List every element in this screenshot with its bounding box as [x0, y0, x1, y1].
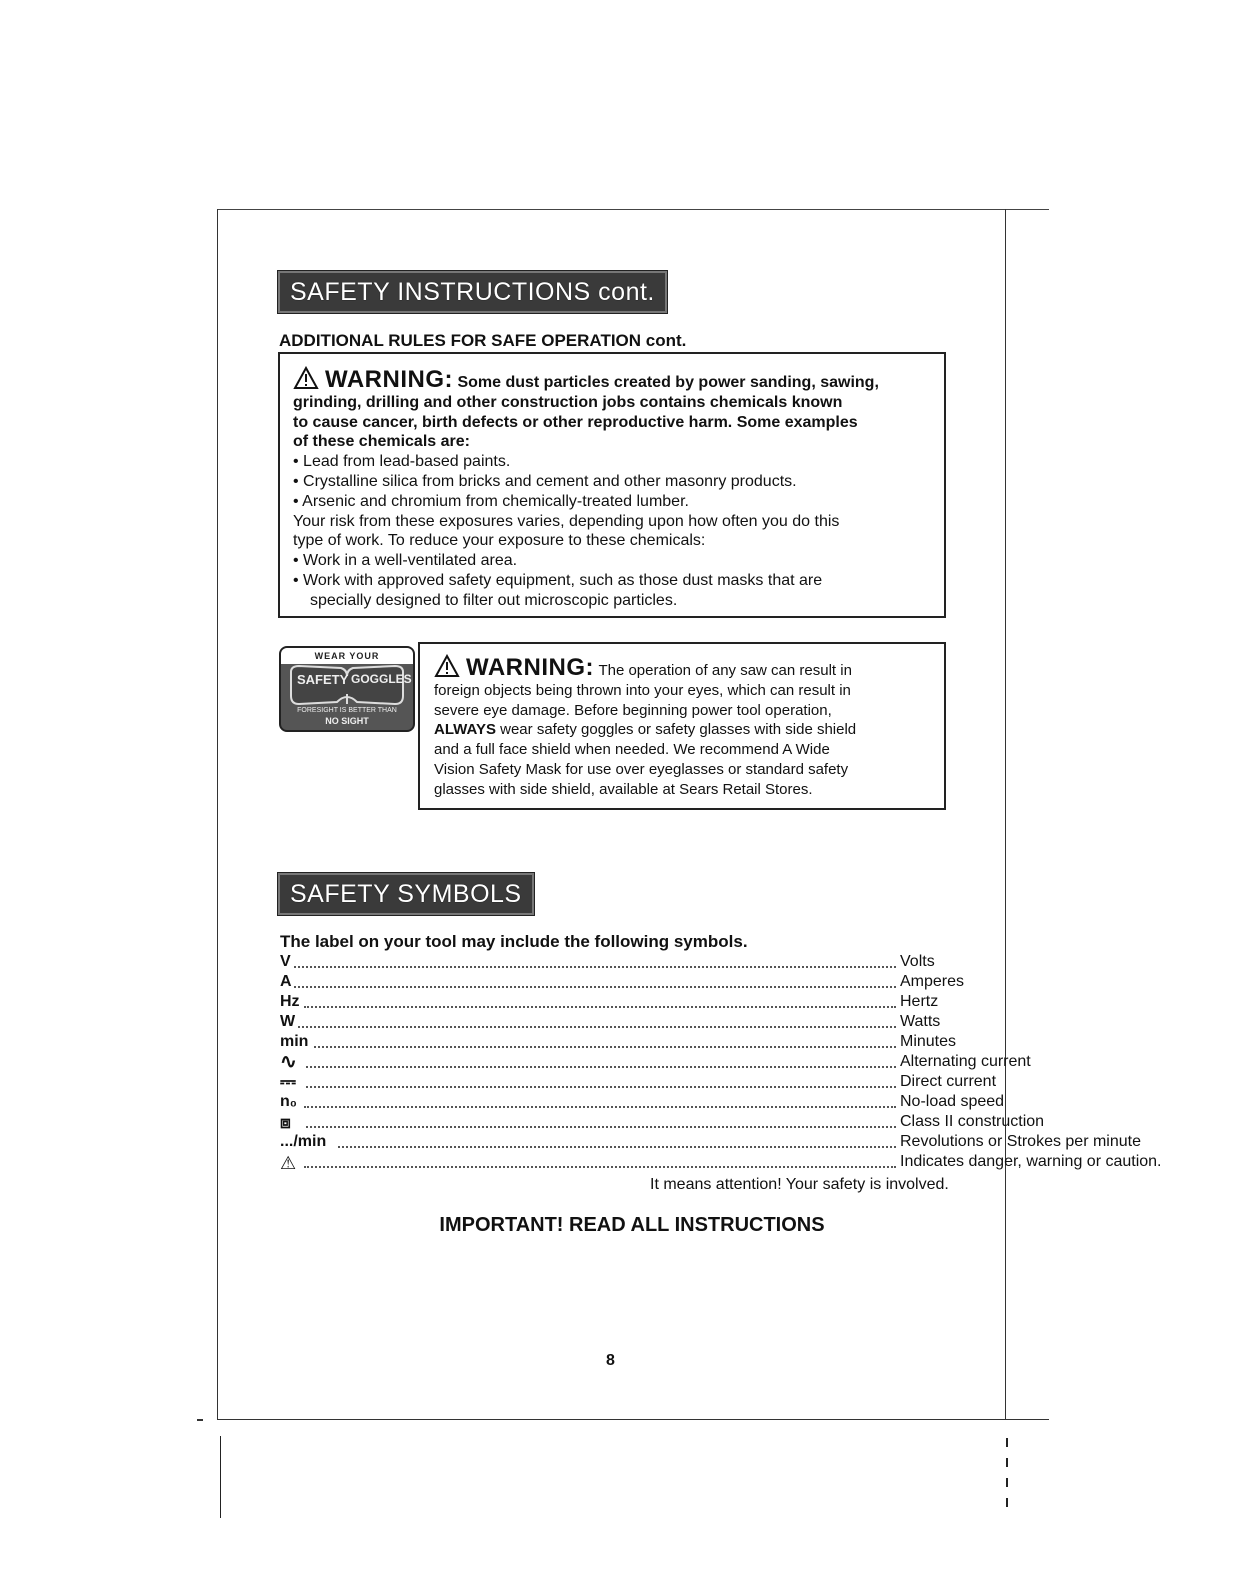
warning-text-line: severe eye damage. Before beginning power tool operation, — [434, 701, 832, 719]
per-minute-icon: .../min — [280, 1133, 327, 1150]
page-number: 8 — [606, 1352, 615, 1369]
symbol-meaning: Revolutions or Strokes per minute — [900, 1133, 1141, 1150]
symbol-row — [280, 1153, 1162, 1173]
leader-dots — [294, 966, 896, 968]
symbol-row — [280, 993, 940, 1013]
warning-heading-row — [293, 366, 932, 393]
alternating-current-icon: ∿ — [280, 1051, 297, 1073]
important-notice: IMPORTANT! READ ALL INSTRUCTIONS — [439, 1214, 825, 1236]
leader-dots — [298, 1026, 896, 1028]
warning-text-line: of these chemicals are: — [293, 433, 470, 451]
page-border-right — [1005, 209, 1006, 1419]
warning-triangle-icon — [434, 654, 460, 678]
bullet-item: • Work in a well-ventilated area. — [293, 552, 518, 570]
always-emphasis: ALWAYS — [434, 721, 496, 739]
symbol-meaning-continuation: It means attention! Your safety is involved. — [650, 1176, 949, 1193]
leader-dots — [294, 986, 896, 988]
warning-text-line: Vision Safety Mask for use over eyeglasses or standard safety — [434, 760, 849, 778]
symbol-meaning: Amperes — [900, 973, 965, 990]
badge-bottom-text: NO SIGHT — [325, 716, 369, 726]
bullet-item: • Crystalline silica from bricks and cement and other masonry products. — [293, 472, 797, 490]
bullet-item-continuation: specially designed to filter out microscopic particles. — [310, 591, 678, 609]
safety-goggles-badge — [279, 646, 415, 732]
symbol-row — [280, 1093, 1005, 1113]
scan-dash — [1006, 1498, 1008, 1507]
scan-dash — [1006, 1438, 1008, 1447]
symbol-row — [280, 973, 965, 993]
symbol-key: V — [280, 953, 291, 970]
warning-box-dust — [278, 352, 946, 618]
warning-heading-row — [434, 654, 936, 681]
risk-text-line: type of work. To reduce your exposure to these chemicals: — [293, 532, 706, 550]
leader-dots — [338, 1146, 896, 1148]
warning-text-line — [434, 720, 936, 740]
warning-box-eye — [418, 642, 946, 810]
leader-dots — [306, 1086, 896, 1088]
symbol-meaning: Class II construction — [900, 1113, 1045, 1130]
symbol-row — [280, 1013, 940, 1033]
no-load-speed-icon: n₀ — [280, 1093, 297, 1110]
risk-text-line: Your risk from these exposures varies, depending upon how often you do this — [293, 512, 840, 530]
warning-triangle-icon: ⚠ — [280, 1153, 297, 1173]
symbol-key: Hz — [280, 993, 300, 1010]
symbol-meaning: Volts — [900, 953, 935, 970]
class-ii-icon: ⧈ — [280, 1113, 291, 1132]
bullet-item: • Arsenic and chromium from chemically-treated lumber. — [293, 492, 689, 510]
page-border-left — [217, 209, 218, 1419]
leader-dots — [304, 1006, 896, 1008]
leader-dots — [304, 1106, 896, 1108]
scan-edge-line — [220, 1436, 221, 1518]
badge-bottom-text: FORESIGHT IS BETTER THAN — [297, 707, 397, 714]
section-title-safety-instructions: SAFETY INSTRUCTIONS cont. — [278, 271, 667, 313]
bullet-item: • Work with approved safety equipment, such as those dust masks that are — [293, 571, 823, 589]
leader-dots — [304, 1166, 896, 1168]
warning-text-line: to cause cancer, birth defects or other reproductive harm. Some examples — [293, 413, 858, 431]
scan-dash — [1006, 1478, 1008, 1487]
symbol-meaning: Direct current — [900, 1073, 997, 1090]
symbol-key: min — [280, 1033, 309, 1050]
leader-dots — [306, 1126, 896, 1128]
warning-text-line: foreign objects being thrown into your eyes, which can result in — [434, 681, 851, 699]
symbol-meaning: Alternating current — [900, 1053, 1031, 1070]
section-title-safety-symbols: SAFETY SYMBOLS — [278, 873, 534, 915]
leader-dots — [306, 1066, 896, 1068]
warning-text-line: and a full face shield when needed. We recommend A Wide — [434, 741, 830, 759]
symbol-row — [280, 1051, 1031, 1073]
page-border-top — [217, 209, 1049, 210]
symbol-meaning: Minutes — [900, 1033, 957, 1050]
symbols-intro: The label on your tool may include the following symbols. — [280, 932, 748, 951]
symbol-row — [280, 953, 940, 973]
symbol-row — [280, 1071, 997, 1093]
warning-triangle-icon — [293, 366, 319, 390]
page-border-bottom — [217, 1419, 1049, 1420]
always-rest: wear safety goggles or safety glasses with side shield — [495, 721, 857, 739]
badge-left-text: SAFETY — [297, 672, 349, 687]
symbol-meaning: Hertz — [900, 993, 939, 1010]
warning-text-line: grinding, drilling and other construction jobs contains chemicals known — [293, 393, 843, 411]
symbol-meaning: Indicates danger, warning or caution. — [900, 1153, 1162, 1170]
warning-text-line: The operation of any saw can result in — [598, 662, 852, 679]
direct-current-icon: ⎓ — [280, 1071, 296, 1093]
symbol-row — [280, 1033, 957, 1053]
symbol-key: A — [280, 973, 292, 990]
subheading-additional-rules: ADDITIONAL RULES FOR SAFE OPERATION cont. — [279, 331, 687, 350]
symbol-meaning: Watts — [900, 1013, 941, 1030]
symbol-meaning: No-load speed — [900, 1093, 1005, 1110]
warning-label: WARNING: — [325, 366, 453, 393]
warning-label: WARNING: — [466, 654, 594, 681]
leader-dots — [314, 1046, 896, 1048]
symbol-key: W — [280, 1013, 296, 1030]
scan-tick — [197, 1419, 203, 1421]
bullet-item: • Lead from lead-based paints. — [293, 453, 511, 471]
warning-text-line: Some dust particles created by power sanding, sawing, — [457, 374, 879, 391]
symbol-row — [280, 1133, 1141, 1153]
warning-text-line: glasses with side shield, available at Sears Retail Stores. — [434, 780, 813, 798]
symbol-row — [280, 1113, 1045, 1133]
scan-dash — [1006, 1458, 1008, 1467]
badge-top-text: WEAR YOUR — [281, 648, 413, 664]
badge-right-text: GOGGLES — [351, 672, 412, 686]
